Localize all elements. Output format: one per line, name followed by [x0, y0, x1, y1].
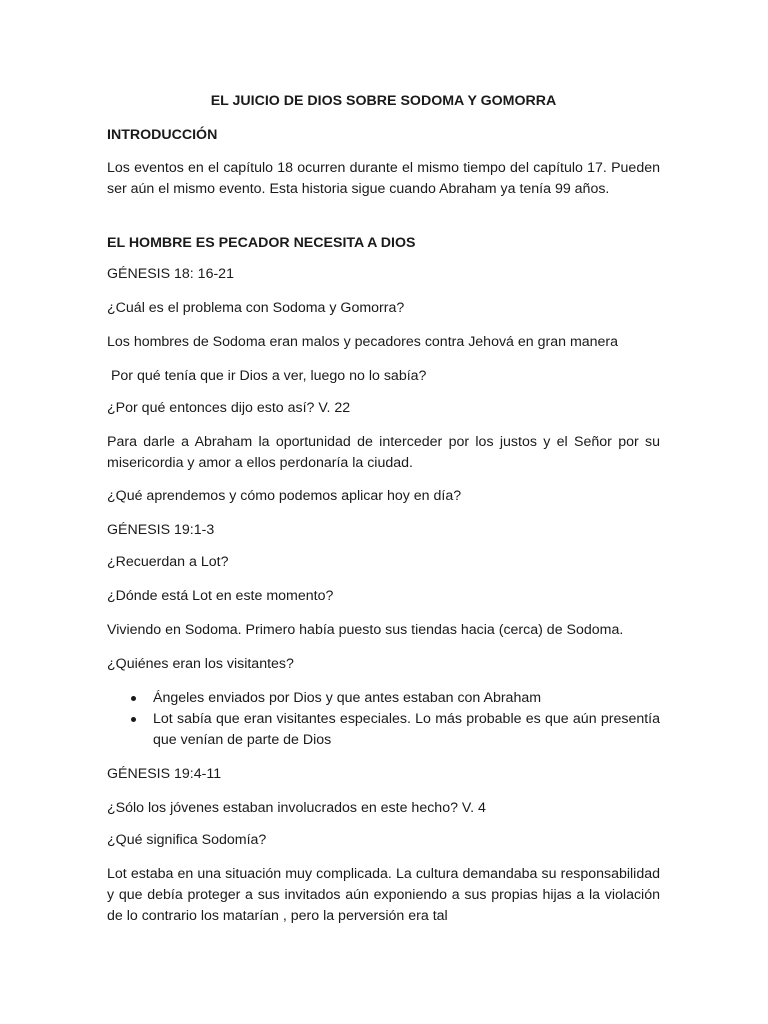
bullet-icon — [131, 717, 136, 722]
question-paragraph: ¿Dónde está Lot en este momento? — [107, 588, 334, 604]
bullet-icon — [131, 696, 136, 701]
question-paragraph: ¿Recuerdan a Lot? — [107, 554, 229, 570]
question-paragraph: ¿Sólo los jóvenes estaban involucrados en este hecho? V. 4 — [107, 800, 486, 816]
answer-paragraph: Lot estaba en una situación muy complicada. La cultura demandaba su responsabilidad y que debía proteger a sus invitados aún exponiendo a sus propias hijas a la violación de lo contrario los matarían , pero la perversión era tal — [107, 866, 660, 924]
scripture-reference: GÉNESIS 18: 16-21 — [107, 266, 234, 282]
scripture-reference: GÉNESIS 19:1-3 — [107, 522, 215, 538]
question-paragraph: ¿Qué aprendemos y cómo podemos aplicar hoy en día? — [107, 488, 462, 504]
list-item — [107, 688, 660, 709]
scripture-reference: GÉNESIS 19:4-11 — [107, 766, 222, 782]
question-paragraph: ¿Cuál es el problema con Sodoma y Gomorra? — [107, 300, 405, 316]
intro-heading: INTRODUCCIÓN — [107, 127, 218, 143]
list-item-text: Lot sabía que eran visitantes especiales. Lo más probable es que aún presentía que venían de parte de Dios — [153, 711, 660, 748]
question-paragraph: Por qué tenía que ir Dios a ver, luego no lo sabía? — [107, 368, 427, 384]
answer-paragraph: Los hombres de Sodoma eran malos y pecadores contra Jehová en gran manera — [107, 334, 619, 350]
list-item — [107, 709, 660, 751]
answer-paragraph: Para darle a Abraham la oportunidad de interceder por los justos y el Señor por su misericordia y amor a ellos perdonaría la ciudad. — [107, 434, 660, 471]
answer-paragraph: Viviendo en Sodoma. Primero había puesto sus tiendas hacia (cerca) de Sodoma. — [107, 622, 624, 638]
question-paragraph: ¿Por qué entonces dijo esto así? V. 22 — [107, 400, 351, 416]
question-paragraph: ¿Qué significa Sodomía? — [107, 832, 267, 848]
list-item-text: Ángeles enviados por Dios y que antes estaban con Abraham — [153, 690, 542, 706]
intro-paragraph: Los eventos en el capítulo 18 ocurren durante el mismo tiempo del capítulo 17. Pueden ser aún el mismo evento. Esta historia sigue cuando Abraham ya tenía 99 años. — [107, 160, 660, 197]
question-paragraph: ¿Quiénes eran los visitantes? — [107, 656, 294, 672]
section-heading: EL HOMBRE ES PECADOR NECESITA A DIOS — [107, 235, 416, 251]
bullet-list — [107, 688, 660, 751]
document-title: EL JUICIO DE DIOS SOBRE SODOMA Y GOMORRA — [210, 93, 557, 109]
